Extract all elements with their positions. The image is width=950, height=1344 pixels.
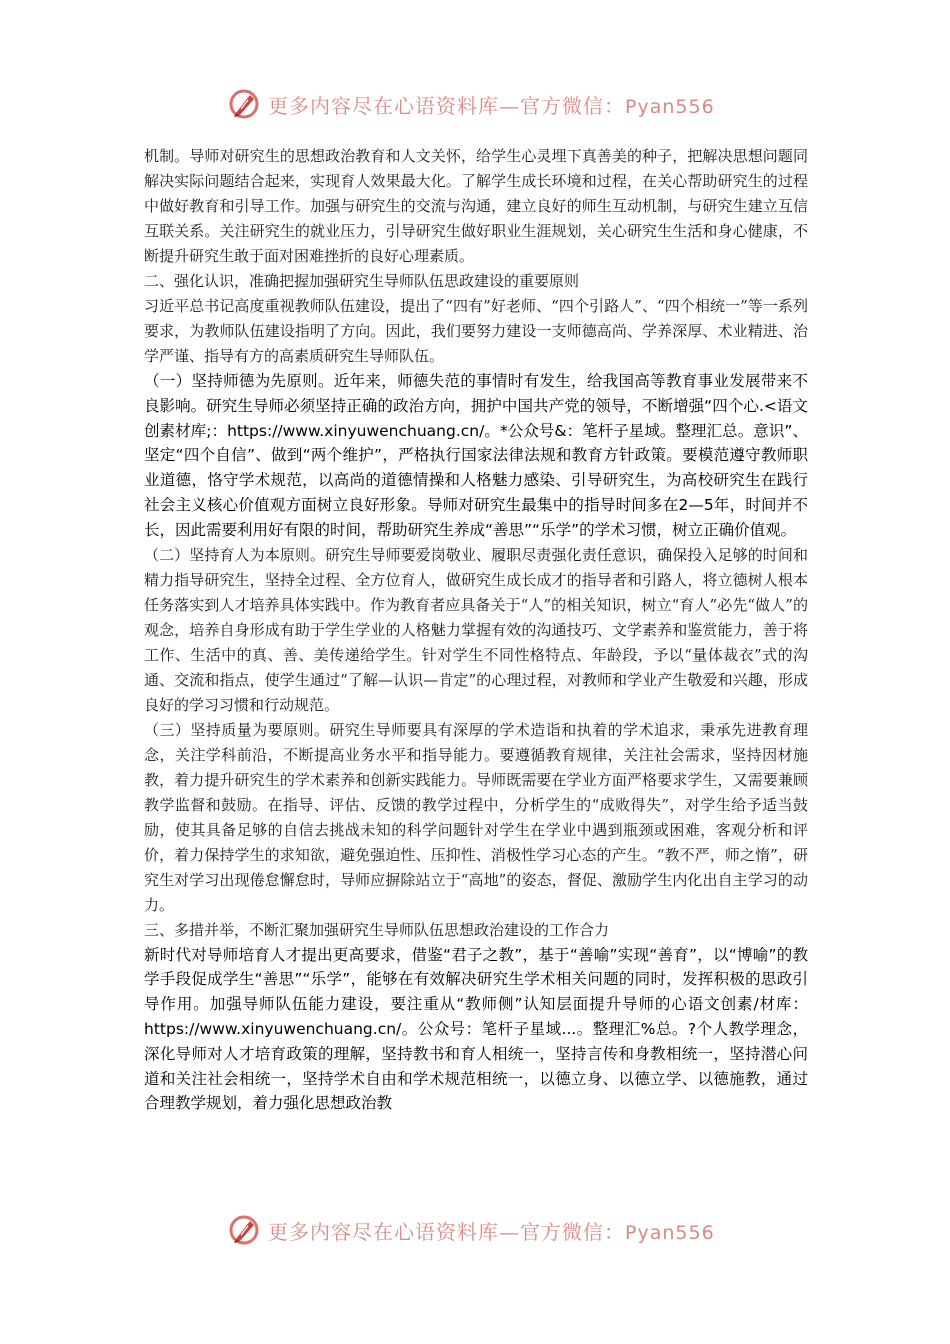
pen-nib-logo-icon <box>226 86 262 122</box>
section-heading-2: 二、强化认识，准确把握加强研究生导师队伍思政建设的重要原则 <box>144 272 580 290</box>
banner-wechat-id: Pyan556 <box>625 1221 715 1244</box>
section-heading-3: 三、多措并举，不断汇聚加强研究生导师队伍思想政治建设的工作合力 <box>144 920 610 939</box>
paragraph-principle-1: （一）坚持师德为先原则。近年来，师德失范的事情时有发生，给我国高等教育事业发展带来不良影响。研究生导师必须坚持正确的政治方向，拥护中国共产党的领导，不断增强“四个心.<语文创素材库;：https://www.xinyuwenchuang.cn/。*公众号&：笔杆子星域。整理汇总。意识”、坚定“四个自信”、做到“两个维护”，严格执行国家法律法规和教育方针政策。要模范遵守教师职业道德，恪守学术规范，以高尚的道德情操和人格魅力感染、引导研究生，为高校研究生在践行社会主义核心价值观方面树立良好形象。导师对研究生最集中的指导时间多在2—5年，时间并不长，因此需要利用好有限的时间，帮助研究生养成“善思”“乐学”的学术习惯，树立正确价值观。 <box>144 372 808 539</box>
paragraph-section-2-intro: 习近平总书记高度重视教师队伍建设，提出了“四有”好老师、“四个引路人”、“四个相统一”等一系列要求，为教师队伍建设指明了方向。因此，我们要努力建设一支师德高尚、学养深厚、术业精进、治学严谨、指导有方的高素质研究生导师队伍。 <box>144 297 808 365</box>
paragraph-principle-2: （二）坚持育人为本原则。研究生导师要爱岗敬业、履职尽责强化责任意识，确保投入足够的时间和精力指导研究生，坚持全过程、全方位育人，做研究生成长成才的指导者和引路人，将立德树人根本任务落实到人才培养具体实践中。作为教育者应具备关于“人”的相关知识，树立“育人”必先“做人”的观念，培养自身形成有助于学生学业的人格魅力掌握有效的沟通技巧、文学素养和鉴赏能力，善于将工作、生活中的真、善、美传递给学生。针对学生不同性格特点、年龄段，予以“量体裁衣”式的沟通、交流和指点，使学生通过“了解—认识—肯定”的心理过程，对教师和学业产生敬爱和兴趣，形成良好的学习习惯和行动规范。 <box>144 545 808 714</box>
paragraph-principle-3: （三）坚持质量为要原则。研究生导师要具有深厚的学术造诣和执着的学术追求，秉承先进教育理念，关注学科前沿，不断提高业务水平和指导能力。要遵循教育规律，关注社会需求，坚持因材施教，着力提升研究生的学术素养和创新实践能力。导师既需要在学业方面严格要求学生，又需要兼顾教学监督和鼓励。在指导、评估、反馈的教学过程中，分析学生的“成败得失”，对学生给予适当鼓励，使其具备足够的自信去挑战未知的科学问题针对学生在学业中遇到瓶颈或困难，客观分析和评价，着力保持学生的求知欲，避免强迫性、压抑性、消极性学习心态的产生。“教不严，师之惰”，研究生对学习出现倦怠懈怠时，导师应摒除站立于“高地”的姿态，督促、激励学生内化出自主学习的动力。 <box>144 720 808 914</box>
banner-slogan: 更多内容尽在心语资料库—官方微信： <box>268 1219 625 1244</box>
banner-wechat-id: Pyan556 <box>625 95 715 118</box>
banner-text <box>268 90 715 119</box>
header-banner <box>226 84 746 124</box>
footer-banner <box>226 1210 746 1250</box>
paragraph-section-3-body: 新时代对导师培育人才提出更高要求，借鉴“君子之教”，基于“善喻”实现“善育”，以“博喻”的教学手段促成学生“善思”“乐学”，能够在有效解决研究生学术相关问题的同时，发挥积极的思政引导作用。加强导师队伍能力建设，要注重从“教师侧”认知层面提升导师的心语文创素/材库：https://www.xinyuwenchuang.cn/。公众号：笔杆子星域...。整理汇%总。?个人教学理念，深化导师对人才培育政策的理解，坚持教书和育人相统一，坚持言传和身教相统一，坚持潜心问道和关注社会相统一，坚持学术自由和学术规范相统一，以德立身、以德立学、以德施教，通过合理教学规划，着力强化思想政治教 <box>144 945 808 1113</box>
pen-nib-logo-icon <box>226 1212 262 1248</box>
paragraph-intro-continued: 机制。导师对研究生的思想政治教育和人文关怀，给学生心灵埋下真善美的种子，把解决思想问题同解决实际问题结合起来，实现育人效果最大化。了解学生成长环境和过程，在关心帮助研究生的过程中做好教育和引导工作。加强与研究生的交流与沟通，建立良好的师生互动机制，与研究生建立互信互联关系。关注研究生的就业压力，引导研究生做好职业生涯规划，关心研究生生活和身心健康，不断提升研究生敢于面对困难挫折的良好心理素质。 <box>144 147 808 265</box>
banner-text <box>268 1216 715 1245</box>
banner-slogan: 更多内容尽在心语资料库—官方微信： <box>268 93 625 118</box>
document-body <box>144 144 808 1116</box>
